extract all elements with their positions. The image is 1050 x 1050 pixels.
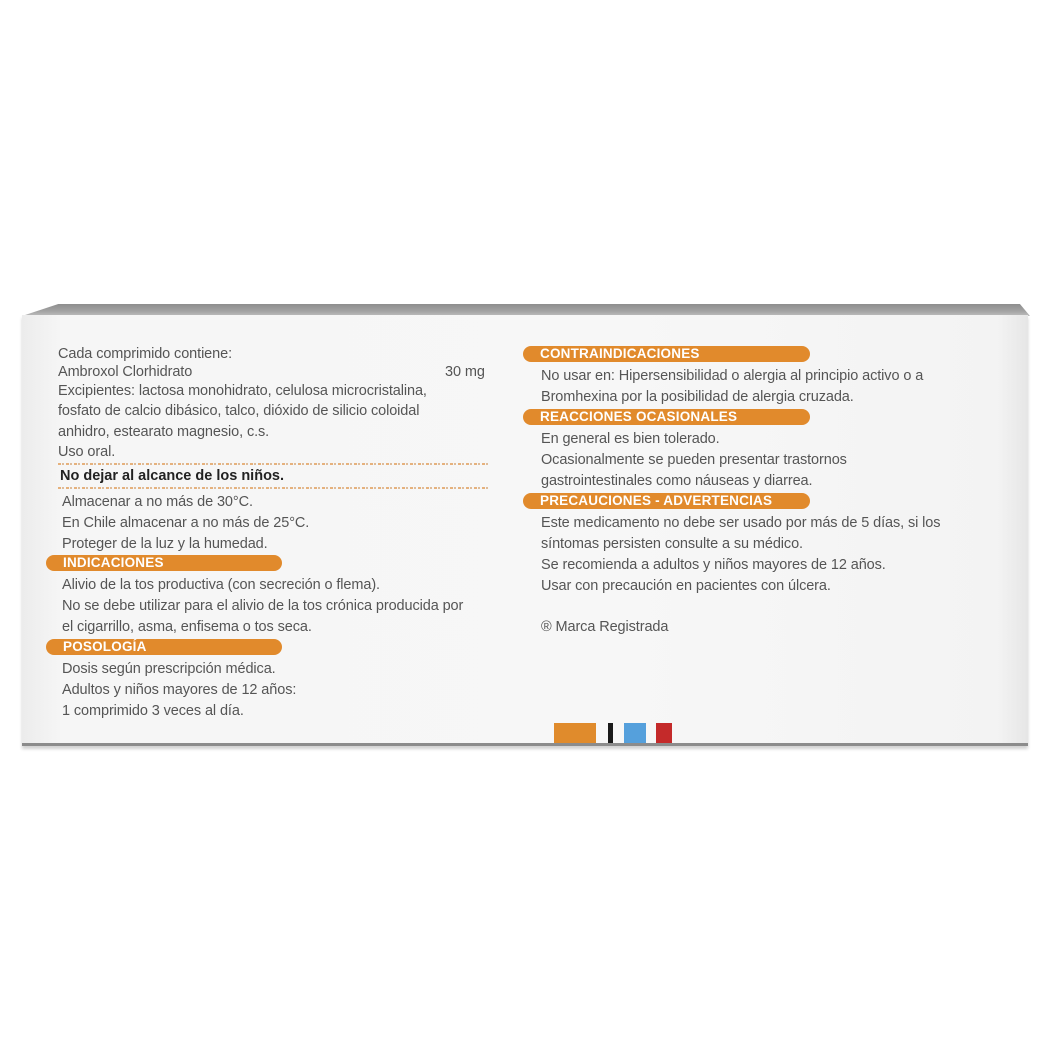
section-line: Este medicamento no debe ser usado por más de 5 días, si los bbox=[541, 515, 941, 531]
section-header-pill bbox=[523, 493, 810, 509]
active-amount: 30 mg bbox=[445, 364, 485, 380]
color-bar-black bbox=[608, 723, 613, 743]
section-title: REACCIONES OCASIONALES bbox=[540, 409, 738, 424]
section-line: gastrointestinales como náuseas y diarrea. bbox=[541, 473, 813, 489]
section-line: síntomas persisten consulte a su médico. bbox=[541, 536, 803, 552]
section-header-pill bbox=[523, 346, 810, 362]
section-title: POSOLOGÍA bbox=[63, 639, 147, 654]
security-microtext-top bbox=[58, 463, 490, 465]
color-bar-red bbox=[656, 723, 672, 743]
composition-heading: Cada comprimido contiene: bbox=[58, 346, 233, 362]
active-ingredient: Ambroxol Clorhidrato bbox=[58, 364, 193, 380]
excipients-line: Excipientes: lactosa monohidrato, celulosa microcristalina, bbox=[58, 383, 427, 399]
storage-line: Almacenar a no más de 30°C. bbox=[62, 494, 253, 510]
storage-line: En Chile almacenar a no más de 25°C. bbox=[62, 515, 310, 531]
section-line: En general es bien tolerado. bbox=[541, 431, 720, 447]
section-title: INDICACIONES bbox=[63, 555, 164, 570]
section-header-pill bbox=[46, 639, 282, 655]
color-bar-blue bbox=[624, 723, 646, 743]
section-line: Se recomienda a adultos y niños mayores de 12 años. bbox=[541, 557, 886, 573]
security-microtext-bottom bbox=[58, 487, 490, 489]
excipients-line: anhidro, estearato magnesio, c.s. bbox=[58, 424, 270, 440]
storage-line: Proteger de la luz y la humedad. bbox=[62, 536, 268, 552]
section-title: PRECAUCIONES - ADVERTENCIAS bbox=[540, 493, 773, 508]
section-line: el cigarrillo, asma, enfisema o tos seca. bbox=[62, 619, 312, 635]
section-line: Bromhexina por la posibilidad de alergia cruzada. bbox=[541, 389, 854, 405]
section-line: 1 comprimido 3 veces al día. bbox=[62, 703, 244, 719]
section-line: Ocasionalmente se pueden presentar trastornos bbox=[541, 452, 847, 468]
section-line: Usar con precaución en pacientes con úlcera. bbox=[541, 578, 831, 594]
color-bar-orange bbox=[554, 723, 596, 743]
section-title: CONTRAINDICACIONES bbox=[540, 346, 700, 361]
child-warning: No dejar al alcance de los niños. bbox=[60, 468, 285, 484]
section-header-pill bbox=[523, 409, 810, 425]
excipients-line: fosfato de calcio dibásico, talco, dióxido de silicio coloidal bbox=[58, 403, 420, 419]
section-line: No se debe utilizar para el alivio de la tos crónica producida por bbox=[62, 598, 464, 614]
section-line: Alivio de la tos productiva (con secreción o flema). bbox=[62, 577, 380, 593]
section-line: Adultos y niños mayores de 12 años: bbox=[62, 682, 297, 698]
trademark-notice: ® Marca Registrada bbox=[541, 619, 669, 635]
section-header-pill bbox=[46, 555, 282, 571]
section-line: No usar en: Hipersensibilidad o alergia al principio activo o a bbox=[541, 368, 924, 384]
route-of-administration: Uso oral. bbox=[58, 444, 116, 460]
section-line: Dosis según prescripción médica. bbox=[62, 661, 276, 677]
